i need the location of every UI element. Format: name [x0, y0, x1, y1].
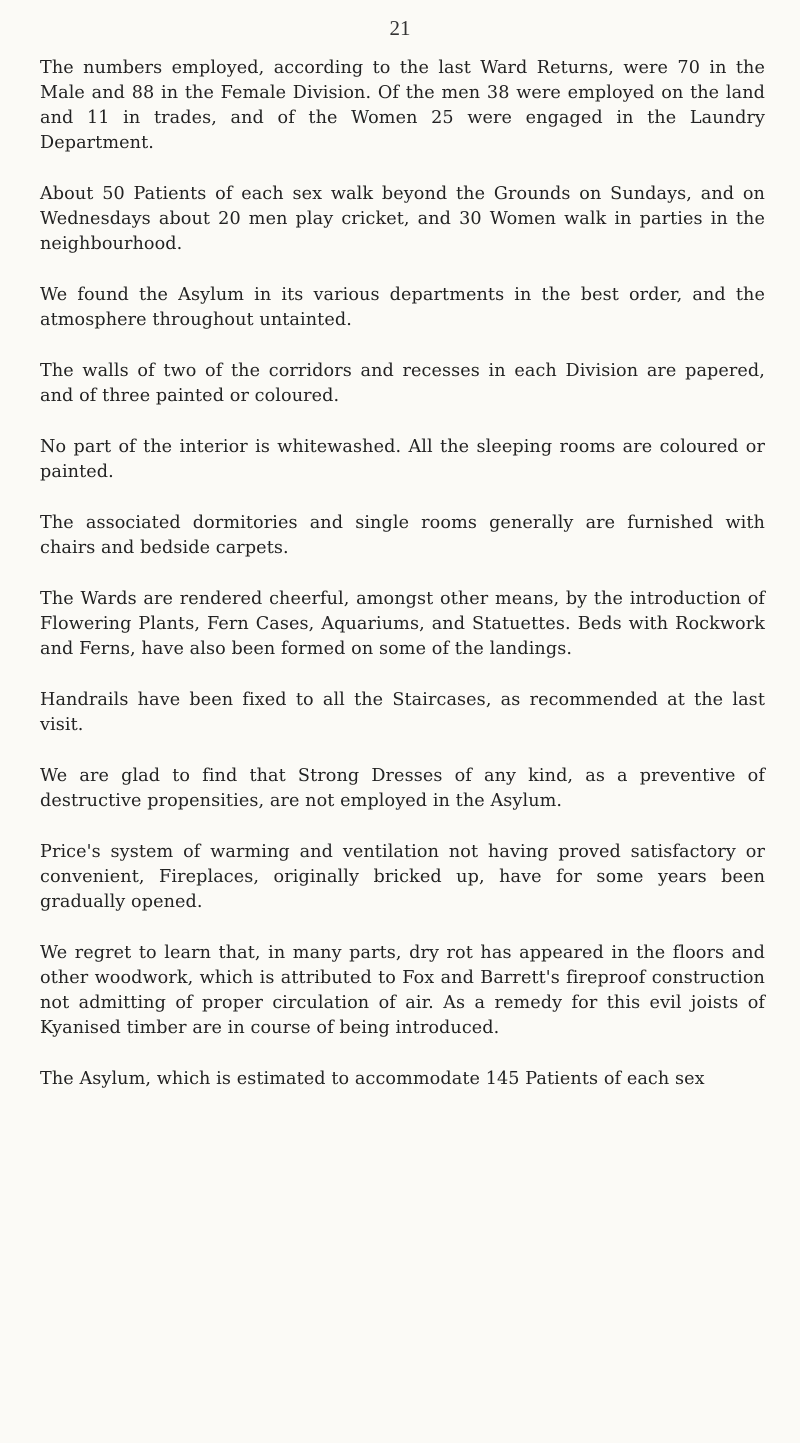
page-number: 21	[389, 16, 411, 40]
paragraph-order: We found the Asylum in its various departments in the best order, and the atmosphere throughout untainted.	[40, 285, 765, 330]
paragraph-dormitories: The associated dormitories and single rooms generally are furnished with chairs and bedside carpets.	[40, 513, 765, 558]
paragraph-walls: The walls of two of the corridors and recesses in each Division are papered, and of three painted or coloured.	[40, 361, 765, 406]
paragraph-accommodation: The Asylum, which is estimated to accommodate 145 Patients of each sex	[40, 1069, 705, 1089]
paragraph-strong-dresses: We are glad to find that Strong Dresses of any kind, as a preventive of destructive propensities, are not employed in the Asylum.	[40, 766, 765, 811]
paragraph-numbers-employed: The numbers employed, according to the last Ward Returns, were 70 in the Male and 88 in the Female Division. Of the men 38 were employed on the land and 11 in trades, and of the Women 25 were engaged in the Laundry Department.	[40, 58, 765, 153]
paragraph-warming: Price's system of warming and ventilation not having proved satisfactory or convenient, Fireplaces, originally bricked up, have for some years been gradually opened.	[40, 842, 765, 912]
paragraph-dry-rot: We regret to learn that, in many parts, dry rot has appeared in the floors and other woodwork, which is attributed to Fox and Barrett's fireproof construction not admitting of proper circulation of air. As a remedy for this evil joists of Kyanised timber are in course of being introduced.	[40, 943, 765, 1038]
paragraph-interior: No part of the interior is whitewashed. All the sleeping rooms are coloured or painted.	[40, 437, 765, 482]
paragraph-handrails: Handrails have been fixed to all the Staircases, as recommended at the last visit.	[40, 690, 765, 735]
paragraph-walks: About 50 Patients of each sex walk beyond the Grounds on Sundays, and on Wednesdays about 20 men play cricket, and 30 Women walk in parties in the neighbourhood.	[40, 184, 765, 254]
document-body	[40, 56, 765, 1092]
paragraph-wards: The Wards are rendered cheerful, amongst other means, by the introduction of Flowering Plants, Fern Cases, Aquariums, and Statuettes. Beds with Rockwork and Ferns, have also been formed on some of the landings.	[40, 589, 765, 659]
